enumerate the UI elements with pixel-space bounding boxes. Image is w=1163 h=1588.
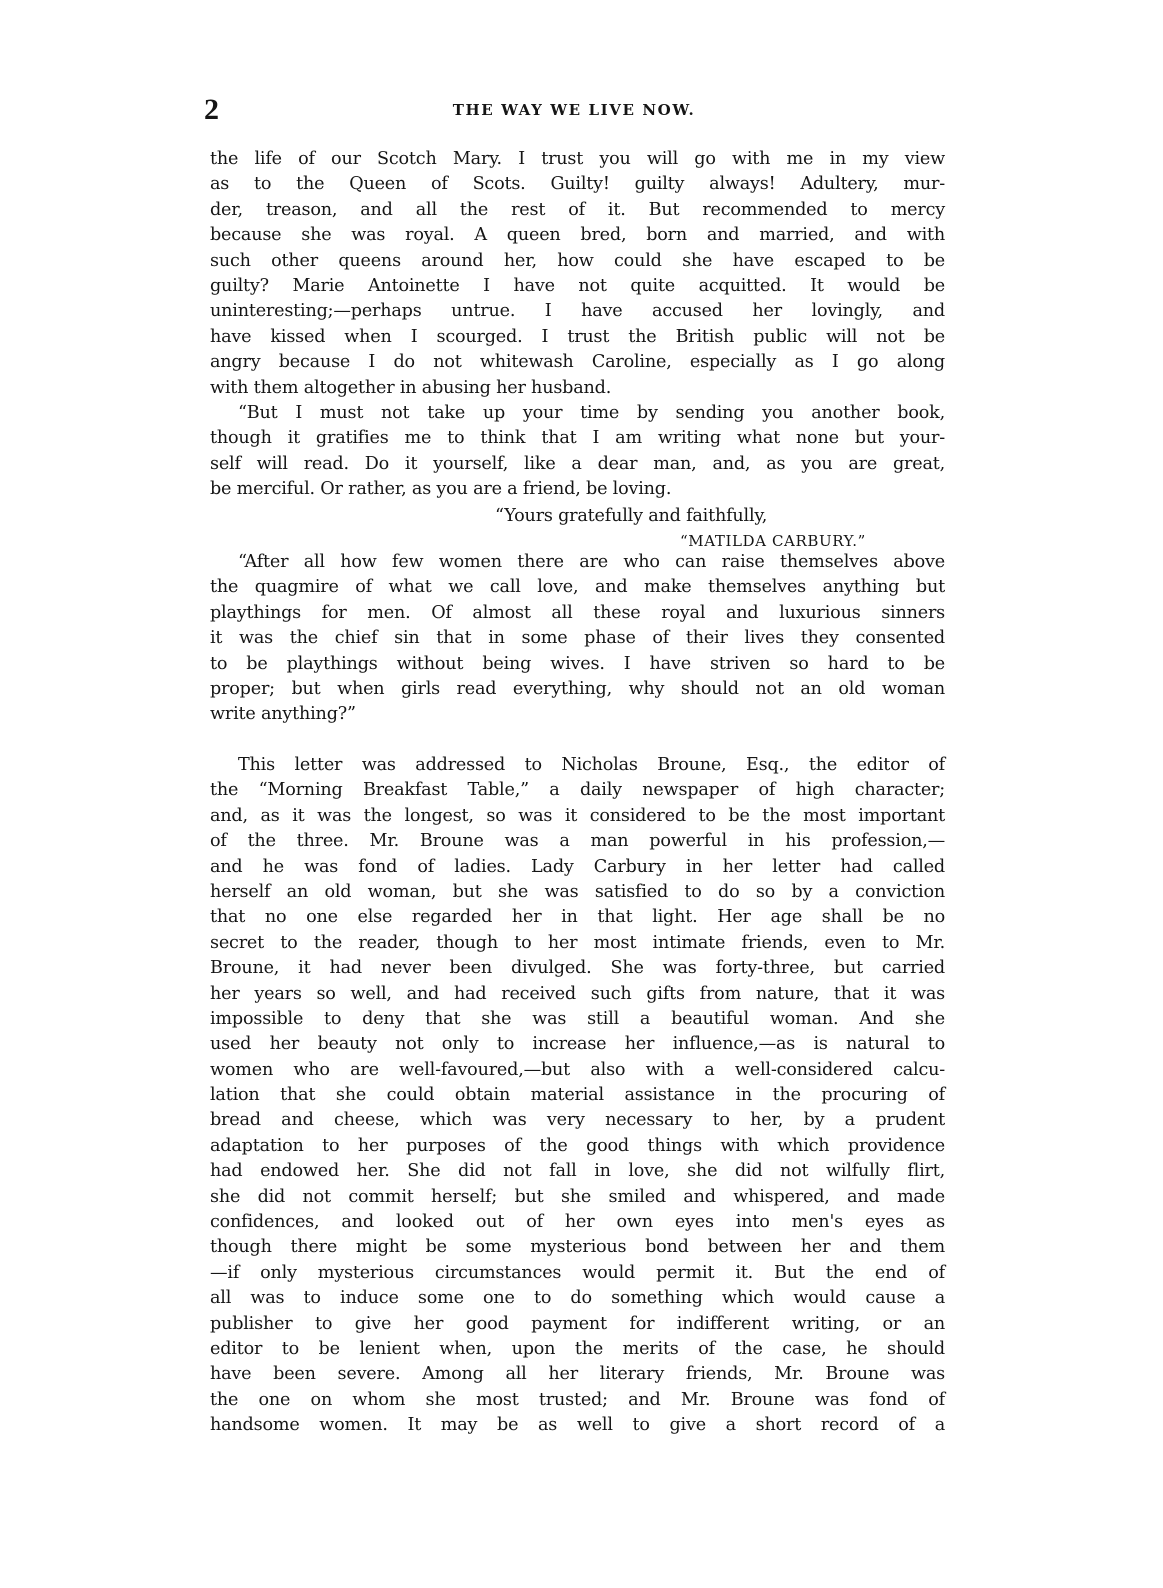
text-line: guilty? Marie Antoinette I have not quite acquitted. It would be (210, 275, 945, 296)
letter-postscript (210, 550, 945, 728)
text-line: the quagmire of what we call love, and make themselves anything but (210, 577, 945, 598)
text-line: had endowed her. She did not fall in love, she did not wilfully flirt, (210, 1161, 945, 1182)
text-line: her years so well, and had received such gifts from nature, that it was (210, 983, 945, 1004)
text-line: impossible to deny that she was still a beautiful woman. And she (210, 1008, 945, 1029)
text-line: herself an old woman, but she was satisfied to do so by a conviction (210, 881, 945, 902)
text-line: to be playthings without being wives. I have striven so hard to be (210, 653, 945, 674)
narrative-paragraph (210, 753, 945, 1439)
text-line: Broune, it had never been divulged. She was forty-three, but carried (210, 958, 945, 979)
letter-signature (210, 504, 945, 555)
text-line: der, treason, and all the rest of it. But recommended to mercy (210, 199, 945, 220)
text-line: such other queens around her, how could she have escaped to be (210, 250, 945, 271)
text-line: the one on whom she most trusted; and Mr. Broune was fond of (210, 1389, 945, 1410)
text-line: and, as it was the longest, so was it considered to be the most important (210, 805, 945, 826)
signature-closing: “Yours gratefully and faithfully, (495, 506, 768, 526)
text-line: she did not commit herself; but she smiled and whispered, and made (210, 1186, 945, 1207)
text-line: the “Morning Breakfast Table,” a daily newspaper of high character; (210, 780, 945, 801)
text-line: proper; but when girls read everything, why should not an old woman (210, 678, 945, 699)
text-line: “But I must not take up your time by sending you another book, (238, 402, 945, 423)
text-line: though it gratifies me to think that I am writing what none but your- (210, 428, 945, 449)
text-line: it was the chief sin that in some phase of their lives they consented (210, 628, 945, 649)
text-line: self will read. Do it yourself, like a dear man, and, as you are great, (210, 453, 945, 474)
letter-body (210, 147, 945, 502)
running-title: THE WAY WE LIVE NOW. (452, 101, 696, 119)
text-line: adaptation to her purposes of the good things with which providence (210, 1135, 945, 1156)
text-line: confidences, and looked out of her own eyes into men's eyes as (210, 1212, 945, 1233)
signature-name: “MATILDA CARBURY.” (680, 532, 866, 551)
text-line: handsome women. It may be as well to give a short record of a (210, 1415, 945, 1436)
text-line: be merciful. Or rather, as you are a friend, be loving. (210, 479, 672, 500)
text-line: This letter was addressed to Nicholas Broune, Esq., the editor of (238, 755, 945, 775)
text-line: with them altogether in abusing her husband. (210, 377, 612, 398)
text-line: uninteresting;—perhaps untrue. I have accused her lovingly, and (210, 301, 945, 322)
text-line: lation that she could obtain material assistance in the procuring of (210, 1085, 945, 1106)
text-line: editor to be lenient when, upon the merits of the case, he should (210, 1338, 945, 1359)
page-header (204, 93, 944, 127)
text-line: “After all how few women there are who can raise themselves above (238, 552, 945, 572)
text-line: have been severe. Among all her literary friends, Mr. Broune was (210, 1364, 945, 1385)
text-line: as to the Queen of Scots. Guilty! guilty always! Adultery, mur- (210, 174, 945, 195)
page-number: 2 (204, 93, 219, 126)
text-line: and he was fond of ladies. Lady Carbury in her letter had called (210, 856, 945, 877)
text-line: though there might be some mysterious bond between her and them (210, 1237, 945, 1258)
text-line: angry because I do not whitewash Caroline, especially as I go along (210, 352, 945, 373)
text-line: —if only mysterious circumstances would permit it. But the end of (210, 1262, 945, 1283)
text-line: playthings for men. Of almost all these royal and luxurious sinners (210, 602, 945, 623)
text-line: the life of our Scotch Mary. I trust you will go with me in my view (210, 149, 945, 169)
text-line: write anything?” (210, 704, 356, 725)
text-line: of the three. Mr. Broune was a man powerful in his profession,— (210, 831, 945, 852)
text-line: bread and cheese, which was very necessary to her, by a prudent (210, 1110, 945, 1131)
text-line: publisher to give her good payment for indifferent writing, or an (210, 1313, 945, 1334)
text-line: have kissed when I scourged. I trust the British public will not be (210, 326, 945, 347)
text-line: that no one else regarded her in that light. Her age shall be no (210, 907, 945, 928)
text-line: because she was royal. A queen bred, born and married, and with (210, 225, 945, 246)
text-line: used her beauty not only to increase her influence,—as is natural to (210, 1034, 945, 1055)
text-line: all was to induce some one to do something which would cause a (210, 1288, 945, 1309)
text-line: secret to the reader, though to her most intimate friends, even to Mr. (210, 932, 945, 953)
text-line: women who are well-favoured,—but also with a well-considered calcu- (210, 1059, 945, 1080)
